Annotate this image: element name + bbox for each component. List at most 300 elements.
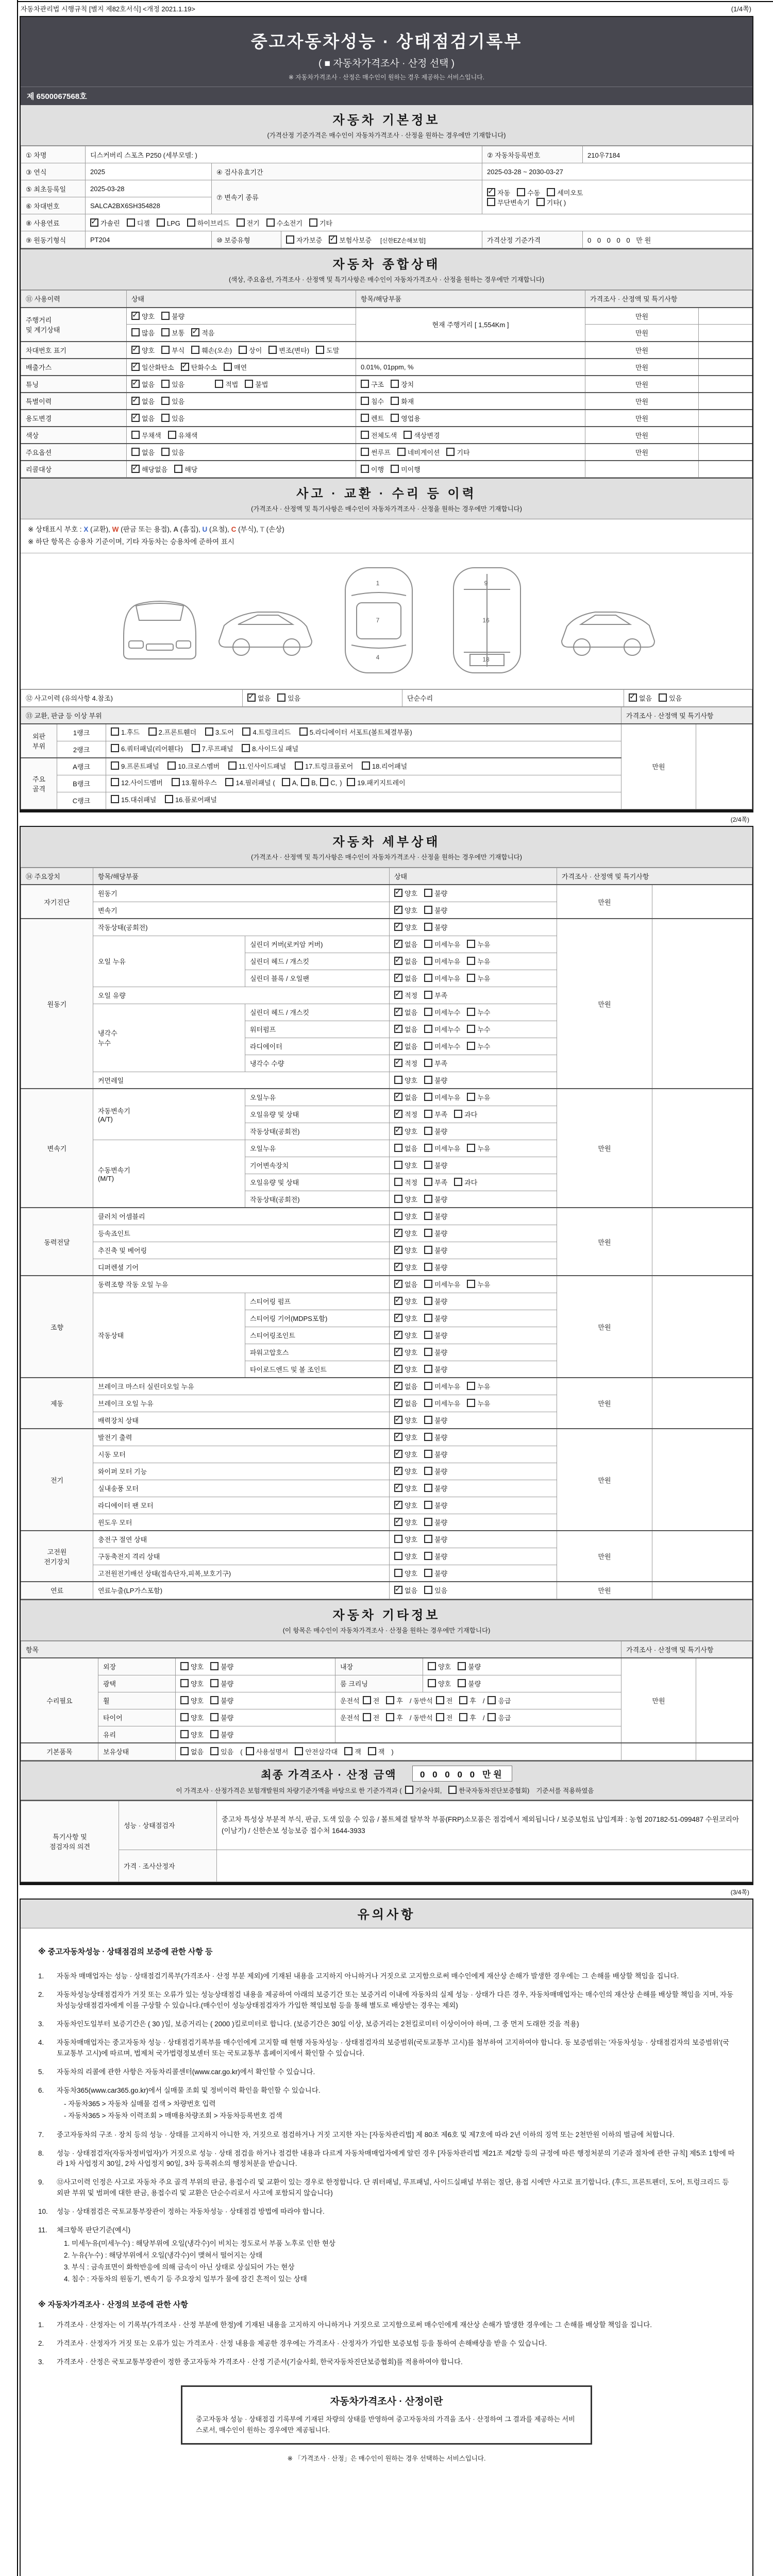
checkbox[interactable] (394, 1348, 402, 1356)
checkbox[interactable] (299, 727, 308, 736)
table-row: 파워고압호스 ✓ 양호 불량 (21, 1344, 752, 1361)
checkbox[interactable] (424, 1076, 432, 1084)
checkbox[interactable] (394, 889, 402, 897)
checkbox[interactable] (329, 235, 337, 244)
checkbox[interactable] (428, 1662, 436, 1670)
car-front-view (124, 601, 196, 659)
checkbox[interactable] (424, 906, 432, 914)
checkbox[interactable] (161, 312, 170, 320)
checkbox[interactable] (191, 346, 199, 354)
checkbox[interactable] (394, 1076, 402, 1084)
option: ✓ 양호 (394, 1315, 417, 1323)
checkbox[interactable] (180, 1679, 189, 1687)
option: 불량 (424, 1315, 447, 1323)
checkbox[interactable] (391, 397, 399, 405)
checkbox[interactable] (242, 727, 250, 736)
checkbox[interactable] (210, 1662, 219, 1670)
option: 상이 (239, 347, 262, 354)
checkbox[interactable] (424, 940, 432, 948)
option: 양호 (428, 1680, 451, 1688)
option: 불량 (210, 1663, 233, 1671)
option: 불량 (424, 1332, 447, 1340)
checkbox[interactable] (131, 328, 140, 336)
option: 불량 (210, 1714, 233, 1722)
checkbox[interactable] (424, 1297, 432, 1305)
checkbox[interactable] (205, 727, 213, 736)
checkbox[interactable] (459, 1696, 467, 1704)
table-row: 디퍼렌셜 기어 ✓ 양호 불량 (21, 1259, 752, 1276)
checkbox[interactable] (424, 889, 432, 897)
notice-item: 2. 가격조사 · 산정자가 거짓 또는 오류가 있는 가격조사 · 산정 내용을 제공한 경우에는 가격조사 · 산정자가 가입한 보증보험 등을 통하여 손해배상을 받을 수 있습니다. (38, 2339, 547, 2347)
checkbox[interactable] (131, 465, 140, 473)
checkbox[interactable] (191, 328, 199, 336)
checkbox[interactable] (180, 1696, 189, 1704)
other-subtitle: (이 항목은 매수인이 자동차가격조사 · 산정을 원하는 경우에만 기재합니다) (282, 1626, 491, 1634)
checkbox[interactable] (424, 1059, 432, 1067)
option: 디젤 (127, 219, 150, 227)
checkbox[interactable] (90, 218, 98, 227)
final-price-amount: 0 0 0 0 0 만원 (412, 1766, 512, 1782)
table-row: 변속기 자동변속기 (A/T) 오일누유 ✓ 없음 미세누유 누유 만원 (21, 1089, 752, 1106)
option: 누유 (467, 958, 490, 965)
option: ✓ 없음 (131, 381, 155, 388)
checkbox[interactable] (394, 1195, 402, 1203)
option: 있음 (277, 694, 300, 702)
checkbox[interactable] (459, 1713, 467, 1721)
checkbox[interactable] (424, 1263, 432, 1271)
table-row: 라디에이터 ✓ 없음 미세누수 누수 (21, 1038, 752, 1055)
detail-band (21, 827, 752, 868)
checkbox[interactable] (228, 761, 237, 770)
checkbox[interactable] (424, 1467, 432, 1475)
checkbox[interactable] (629, 693, 637, 702)
checkbox[interactable] (424, 1144, 432, 1152)
checkbox[interactable] (361, 414, 369, 422)
option: 부족 (424, 992, 447, 999)
checkbox[interactable] (394, 1382, 402, 1390)
checkbox[interactable] (394, 1229, 402, 1237)
checkbox[interactable] (172, 778, 180, 786)
checkbox[interactable] (394, 1059, 402, 1067)
option: ✓ 없음 (394, 1400, 417, 1408)
checkbox[interactable] (394, 991, 402, 999)
checkbox[interactable] (111, 727, 119, 736)
checkbox[interactable] (394, 1518, 402, 1526)
checkbox[interactable] (361, 380, 369, 388)
checkbox[interactable] (467, 1042, 475, 1050)
checkbox[interactable] (394, 1127, 402, 1135)
checkbox[interactable] (210, 1730, 219, 1738)
option: 미세누유 (424, 1400, 460, 1408)
final-price-label: 최종 가격조사 · 산정 금액 (261, 1769, 397, 1781)
checkbox[interactable] (394, 1280, 402, 1288)
notice-item: 9. ⑫사고이력 인정은 사고로 자동차 주요 골격 부위의 판금, 용접수리 및 교환이 있는 경우로 한정합니다. 단 쿼터패널, 루프패널, 사이드실패널 부위는 절단, 용접 시에만 사고로 표기합니다. (후드, 프론트펜더, 도어, 트렁크리드 등 외판 부위 및 범퍼에 대한 판금, 용접수리 및 교환은 단순수리로서 사고에 포함되지 않습니다) (38, 2178, 729, 2197)
checkbox[interactable] (174, 465, 182, 473)
option: ✓ 없음 (394, 958, 417, 965)
checkbox[interactable] (436, 1696, 444, 1704)
checkbox[interactable] (394, 1212, 402, 1220)
option: 7.루프패널 (192, 745, 233, 753)
checkbox[interactable] (394, 1467, 402, 1475)
option: 양호 (394, 1077, 417, 1084)
checkbox[interactable] (467, 1144, 475, 1152)
checkbox[interactable] (180, 1730, 189, 1738)
checkbox[interactable] (467, 1280, 475, 1288)
option: ✓ 없음 (394, 1383, 417, 1391)
checkbox[interactable] (394, 957, 402, 965)
checkbox[interactable] (536, 198, 545, 206)
checkbox[interactable] (239, 346, 247, 354)
option: ✓ 없음 (394, 1026, 417, 1033)
checkbox[interactable] (394, 923, 402, 931)
checkbox[interactable] (180, 1747, 189, 1755)
checkbox[interactable] (467, 940, 475, 948)
checkbox[interactable] (424, 1586, 432, 1594)
checkbox[interactable] (301, 778, 309, 786)
checkbox[interactable] (448, 1786, 457, 1794)
table-row: 오일 누유 실린더 커버(로커암 커버) ✓ 없음 미세누유 누유 (21, 936, 752, 953)
option: 잭 (368, 1748, 385, 1756)
checkbox[interactable] (245, 380, 253, 388)
state-code: C (231, 526, 237, 533)
checkbox[interactable] (394, 1025, 402, 1033)
table-row: 등속죠인트 ✓ 양호 불량 (21, 1225, 752, 1242)
checkbox[interactable] (277, 693, 285, 702)
table-row: 주행거리 및 계기상태 ✓양호 불량 현재 주행거리 [ 1,554Km ] 만원 (21, 308, 752, 325)
option: 불량 (424, 1451, 447, 1459)
checkbox[interactable] (405, 1786, 413, 1794)
option: 누유 (467, 1094, 490, 1101)
checkbox[interactable] (394, 1008, 402, 1016)
checkbox[interactable] (286, 235, 294, 244)
table-row: 광택 양호 불량 룸 크리닝 양호 불량 (21, 1675, 752, 1692)
checkbox[interactable] (424, 974, 432, 982)
col-state: 상태 (127, 291, 356, 308)
checkbox[interactable] (424, 1331, 432, 1339)
checkbox[interactable] (394, 1484, 402, 1492)
checkbox[interactable] (394, 1399, 402, 1407)
checkbox[interactable] (361, 448, 369, 456)
checkbox[interactable] (111, 761, 119, 770)
table-row: ① 차명 디스커버리 스포츠 P250 (세부모델: ) ② 자동차등록번호 210우7184 (21, 146, 752, 163)
checkbox[interactable] (168, 431, 176, 439)
checkbox[interactable] (488, 1696, 496, 1704)
checkbox[interactable] (295, 1747, 303, 1755)
checkbox[interactable] (225, 778, 233, 786)
checkbox[interactable] (424, 1484, 432, 1492)
checkbox[interactable] (517, 188, 525, 196)
checkbox[interactable] (467, 1008, 475, 1016)
checkbox[interactable] (424, 1161, 432, 1169)
checkbox[interactable] (161, 448, 170, 456)
option: 전 (436, 1697, 453, 1705)
checkbox[interactable] (344, 1747, 352, 1755)
option: 안전삼각대 (295, 1748, 338, 1756)
checkbox[interactable] (394, 1110, 402, 1118)
checkbox[interactable] (394, 1535, 402, 1543)
checkbox[interactable] (180, 1662, 189, 1670)
option: 많음 (131, 329, 155, 337)
checkbox[interactable] (394, 1297, 402, 1305)
checkbox[interactable] (167, 761, 176, 770)
table-row: 기본품목 보유상태 없음 있음 ( 사용설명서 안전삼각대 잭 잭 ) (21, 1743, 752, 1760)
checkbox[interactable] (391, 465, 399, 473)
checkbox[interactable] (246, 1747, 254, 1755)
checkbox[interactable] (131, 431, 140, 439)
checkbox[interactable] (424, 1348, 432, 1356)
checkbox[interactable] (394, 1569, 402, 1577)
option: ✓ 탄화수소 (181, 364, 217, 371)
checkbox[interactable] (424, 1416, 432, 1424)
checkbox[interactable] (131, 397, 140, 405)
checkbox[interactable] (467, 1025, 475, 1033)
checkbox[interactable] (361, 397, 369, 405)
checkbox[interactable] (424, 1212, 432, 1220)
table-row: 가격 · 조사산정자 (21, 1850, 752, 1882)
checkbox[interactable] (424, 1008, 432, 1016)
checkbox[interactable] (424, 1229, 432, 1237)
checkbox[interactable] (424, 1314, 432, 1322)
checkbox[interactable] (394, 1586, 402, 1594)
checkbox[interactable] (424, 1365, 432, 1373)
checkbox[interactable] (394, 1501, 402, 1509)
checkbox[interactable] (391, 414, 399, 422)
checkbox[interactable] (394, 1331, 402, 1339)
option: 응급 (488, 1697, 511, 1705)
checkbox[interactable] (210, 1679, 219, 1687)
checkbox[interactable] (424, 1025, 432, 1033)
checkbox[interactable] (428, 1679, 436, 1687)
checkbox[interactable] (247, 693, 256, 702)
checkbox[interactable] (362, 761, 370, 770)
checkbox[interactable] (316, 346, 324, 354)
checkbox[interactable] (394, 1161, 402, 1169)
table-row: 오일유량 및 상태 적정 부족 과다 (21, 1174, 752, 1191)
table-row: 많음 보통 ✓ 적음 만원 (21, 325, 752, 342)
checkbox[interactable] (242, 744, 250, 752)
checkbox[interactable] (161, 397, 170, 405)
checkbox[interactable] (394, 1093, 402, 1101)
option: 훼손(오손) (191, 347, 232, 354)
checkbox[interactable] (187, 218, 195, 227)
checkbox[interactable] (424, 1042, 432, 1050)
checkbox[interactable] (131, 346, 140, 354)
option: ✓ 해당없음 (131, 466, 167, 473)
document-note: ※ 자동차가격조사 · 산정은 매수인이 원하는 경우 제공하는 서비스입니다. (288, 74, 485, 81)
checkbox[interactable] (210, 1747, 219, 1755)
checkbox[interactable] (424, 1110, 432, 1118)
checkbox[interactable] (659, 693, 667, 702)
checkbox[interactable] (424, 991, 432, 999)
final-price-note: 이 가격조사 · 산정가격은 보험개발원의 차량기준가액을 바탕으로 한 기준가격과 ( 기술사회, 한국자동차진단보증협회) 기준서를 적용하였음 (21, 1786, 752, 1795)
checkbox[interactable] (547, 188, 555, 196)
checkbox[interactable] (424, 923, 432, 931)
checkbox[interactable] (394, 1042, 402, 1050)
checkbox[interactable] (282, 778, 290, 786)
option: 불량 (161, 313, 184, 320)
checkbox[interactable] (467, 974, 475, 982)
table-row: 고전원 전기장치 충전구 절연 상태 양호 불량 만원 (21, 1531, 752, 1548)
option: 미세누유 (424, 958, 460, 965)
checkbox[interactable] (210, 1713, 219, 1721)
checkbox[interactable] (424, 957, 432, 965)
notice-item: 6. 자동차365(www.car365.go.kr)에서 실매물 조회 및 정비이력 확인을 확인할 수 있습니다. - 자동차365 > 자동차 실매물 검색 > 차량번호 입력 - 자동차365 > 자동차 이력조회 > 매매용차량조회 > 자동차등록번호 검색 (38, 2086, 321, 2120)
checkbox[interactable] (424, 1280, 432, 1288)
option: 불량 (424, 1349, 447, 1357)
checkbox[interactable] (454, 1110, 462, 1118)
checkbox[interactable] (180, 1713, 189, 1721)
checkbox[interactable] (394, 1365, 402, 1373)
checkbox[interactable] (210, 1696, 219, 1704)
checkbox[interactable] (436, 1713, 444, 1721)
checkbox[interactable] (309, 218, 317, 227)
option: 양호 (394, 1553, 417, 1561)
table-row: 주요옵션 없음 있음 썬루프 네비게이션 기타 만원 (21, 444, 752, 461)
checkbox[interactable] (157, 218, 165, 227)
checkbox[interactable] (487, 198, 495, 206)
table-row: 용도변경 ✓ 없음 있음 렌트 영업용 만원 (21, 410, 752, 427)
checkbox[interactable] (161, 346, 170, 354)
checkbox[interactable] (424, 1518, 432, 1526)
checkbox[interactable] (446, 448, 455, 456)
checkbox[interactable] (394, 1144, 402, 1152)
checkbox[interactable] (488, 1713, 496, 1721)
checkbox[interactable] (467, 1399, 475, 1407)
checkbox[interactable] (454, 1178, 462, 1186)
checkbox[interactable] (404, 431, 412, 439)
checkbox[interactable] (394, 1178, 402, 1186)
checkbox[interactable] (368, 1747, 376, 1755)
checkbox[interactable] (397, 448, 406, 456)
option: C, (320, 779, 337, 787)
checkbox[interactable] (424, 1382, 432, 1390)
checkbox[interactable] (394, 1552, 402, 1560)
checkbox[interactable] (131, 380, 140, 388)
block-notices (20, 1899, 753, 2576)
checkbox[interactable] (361, 431, 369, 439)
checkbox[interactable] (394, 1246, 402, 1254)
checkbox[interactable] (111, 795, 119, 803)
state-code: X (83, 526, 89, 533)
checkbox[interactable] (394, 1416, 402, 1424)
col-state-2: 상태 (390, 868, 557, 885)
option: ✓ 적음 (191, 329, 214, 337)
option: 기타( ) (536, 199, 566, 207)
checkbox[interactable] (131, 363, 140, 371)
checkbox[interactable] (424, 1246, 432, 1254)
checkbox[interactable] (363, 1696, 371, 1704)
option: 이행 (361, 466, 384, 473)
option: 후 (459, 1697, 476, 1705)
checkbox[interactable] (215, 380, 223, 388)
option: 양호 (180, 1663, 204, 1671)
checkbox[interactable] (394, 1314, 402, 1322)
checkbox[interactable] (424, 1569, 432, 1577)
checkbox[interactable] (161, 414, 170, 422)
checkbox[interactable] (363, 1713, 371, 1721)
checkbox[interactable] (111, 778, 119, 786)
option: 불량 (424, 1536, 447, 1544)
checkbox[interactable] (148, 727, 157, 736)
checkbox[interactable] (391, 380, 399, 388)
checkbox[interactable] (394, 940, 402, 948)
checkbox[interactable] (165, 795, 173, 803)
checkbox[interactable] (181, 363, 189, 371)
checkbox[interactable] (467, 1093, 475, 1101)
checkbox[interactable] (394, 1263, 402, 1271)
checkbox[interactable] (394, 974, 402, 982)
checkbox[interactable] (295, 761, 303, 770)
checkbox[interactable] (424, 1195, 432, 1203)
checkbox[interactable] (424, 1433, 432, 1441)
checkbox[interactable] (224, 363, 232, 371)
option: 미세누유 (424, 1383, 460, 1391)
checkbox[interactable] (424, 1450, 432, 1458)
table-row: 추진축 및 베어링 ✓ 양호 불량 (21, 1242, 752, 1259)
option: 불량 (424, 1553, 447, 1561)
option: ✓ 양호 (394, 1128, 417, 1136)
checkbox[interactable] (424, 1501, 432, 1509)
svg-text:4: 4 (376, 653, 380, 661)
checkbox[interactable] (111, 744, 119, 752)
checkbox[interactable] (424, 1535, 432, 1543)
checkbox[interactable] (424, 1093, 432, 1101)
checkbox[interactable] (131, 414, 140, 422)
table-row: 타이로드엔드 및 볼 조인트 ✓ 양호 불량 (21, 1361, 752, 1378)
checkbox[interactable] (467, 1382, 475, 1390)
checkbox[interactable] (458, 1679, 466, 1687)
checkbox[interactable] (361, 465, 369, 473)
checkbox[interactable] (394, 906, 402, 914)
table-row: 튜닝 ✓ 없음 있음 적법 불법 구조 장치 만원 (21, 376, 752, 393)
checkbox[interactable] (467, 957, 475, 965)
checkbox[interactable] (268, 346, 277, 354)
checkbox[interactable] (394, 1450, 402, 1458)
checkbox[interactable] (266, 218, 275, 227)
checkbox[interactable] (131, 312, 140, 320)
checkbox[interactable] (487, 188, 495, 196)
checkbox[interactable] (458, 1662, 466, 1670)
checkbox[interactable] (161, 328, 170, 336)
col-price: 가격조사 · 산정액 및 특기사항 (585, 291, 752, 308)
option: 해당 (174, 466, 197, 473)
table-row: 배력장치 상태 ✓ 양호 불량 (21, 1412, 752, 1429)
checkbox[interactable] (394, 1433, 402, 1441)
option: ✓ 없음 (394, 941, 417, 948)
checkbox[interactable] (320, 778, 328, 786)
option: ✓ 가솔린 (90, 219, 120, 227)
checkbox[interactable] (386, 1696, 394, 1704)
table-row: 연료 연료누출(LP가스포함) ✓ 없음 있음 만원 (21, 1582, 752, 1599)
checkbox[interactable] (424, 1127, 432, 1135)
checkbox[interactable] (127, 218, 135, 227)
col-item-part-2: 항목/해당부품 (93, 868, 390, 885)
option: 하이브리드 (187, 219, 230, 227)
checkbox[interactable] (424, 1399, 432, 1407)
comprehensive-table (21, 290, 752, 478)
checkbox[interactable] (347, 778, 355, 786)
notices-body (21, 1928, 752, 2576)
checkbox[interactable] (424, 1178, 432, 1186)
option: 6.쿼터패널(리어휀다) (111, 745, 183, 753)
checkbox[interactable] (192, 744, 200, 752)
checkbox[interactable] (161, 380, 170, 388)
option: 전 (363, 1714, 380, 1722)
checkbox[interactable] (237, 218, 245, 227)
checkbox[interactable] (386, 1713, 394, 1721)
checkbox[interactable] (424, 1552, 432, 1560)
checkbox[interactable] (131, 448, 140, 456)
